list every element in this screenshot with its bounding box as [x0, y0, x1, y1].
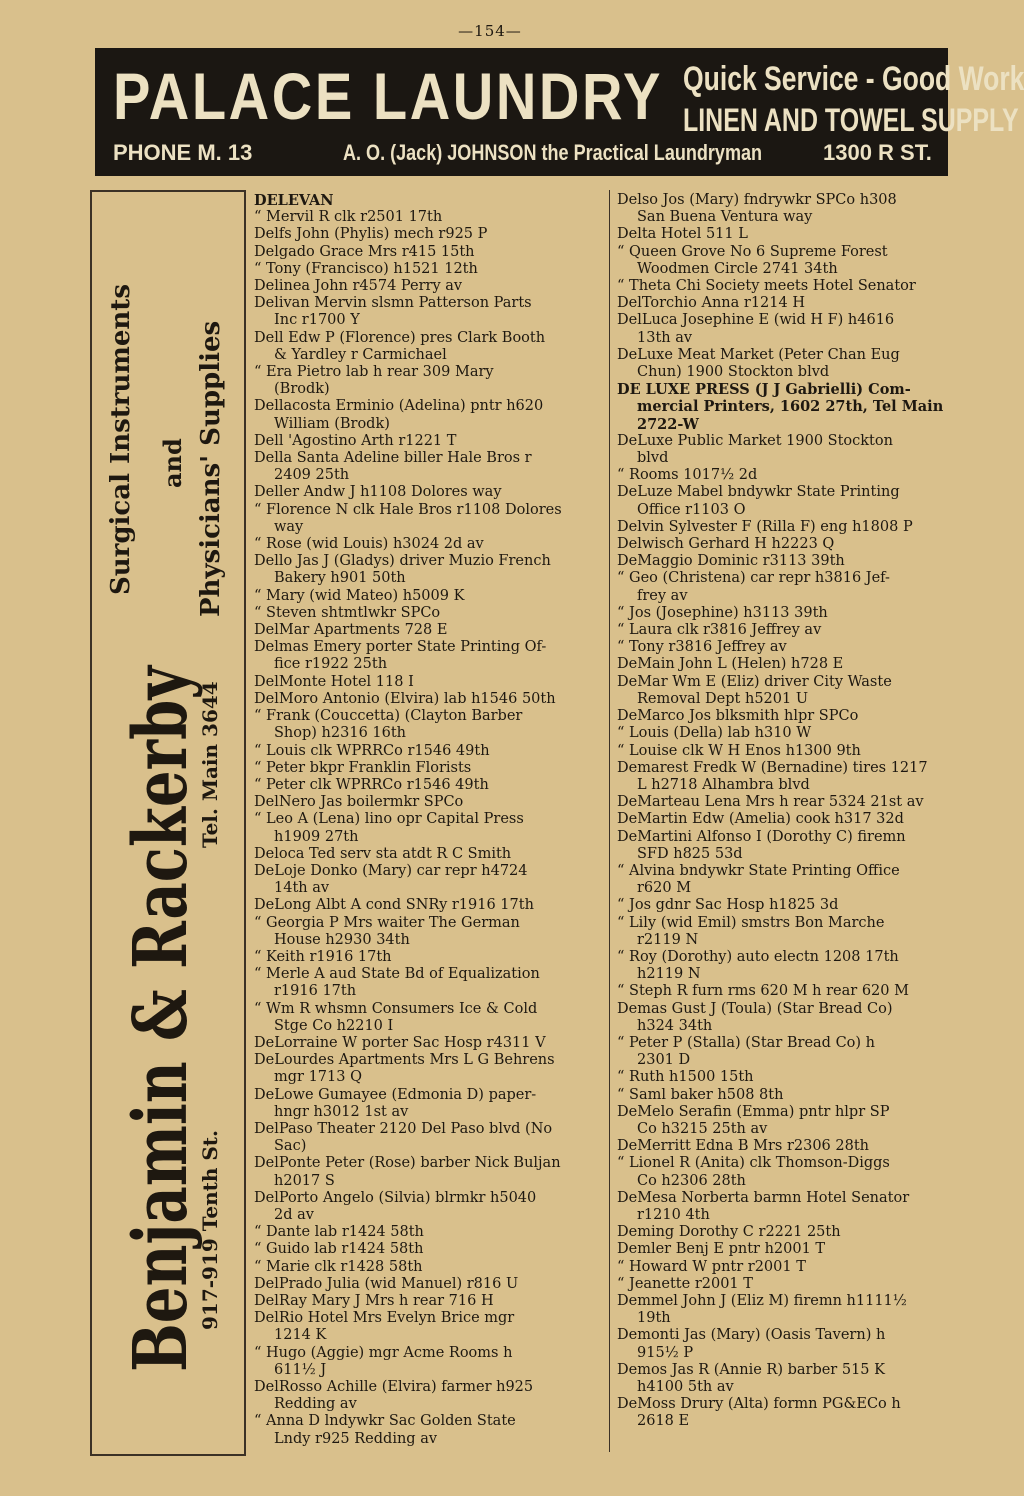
directory-entry-line: “ Guido lab r1424 58th: [254, 1241, 424, 1258]
directory-entry-line: Co h2306 28th: [637, 1172, 746, 1189]
directory-entry-line: DeLong Albt A cond SNRy r1916 17th: [254, 897, 534, 914]
directory-entry-line: 2d av: [274, 1206, 314, 1223]
directory-entry-line: DelMoro Antonio (Elvira) lab h1546 50th: [254, 690, 556, 707]
directory-entry-line: DeLoje Donko (Mary) car repr h4724: [254, 862, 528, 879]
directory-entry-line: DeMoss Drury (Alta) formn PG&ECo h: [617, 1396, 901, 1413]
directory-entry-line: (Brodk): [274, 381, 330, 398]
directory-entry-line: Stge Co h2210 I: [274, 1017, 394, 1034]
directory-entry-line: way: [274, 518, 304, 535]
directory-entry-line: r2119 N: [637, 931, 699, 948]
directory-entry-line: Inc r1700 Y: [274, 312, 360, 329]
directory-entry-line: DeMesa Norberta barmn Hotel Senator: [617, 1189, 910, 1206]
directory-entry-line: “ Mary (wid Mateo) h5009 K: [254, 587, 465, 604]
directory-entry-line: 915½ P: [637, 1344, 694, 1361]
directory-entry-line: “ Leo A (Lena) lino opr Capital Press: [254, 811, 524, 828]
directory-entry-line: “ Rose (wid Louis) h3024 2d av: [254, 536, 484, 553]
directory-entry-line: Delfs John (Phylis) mech r925 P: [254, 226, 488, 243]
directory-entry-line: Demmel John J (Eliz M) firemn h1111½: [617, 1293, 907, 1309]
directory-entry-line: DeLuxe Meat Market (Peter Chan Eug: [617, 346, 900, 363]
directory-entry-line: “ Georgia P Mrs waiter The German: [254, 914, 520, 931]
directory-entry-line: DeMar Wm E (Eliz) driver City Waste: [617, 673, 892, 690]
directory-entry-line: “ Florence N clk Hale Bros r1108 Dolores: [254, 501, 562, 518]
directory-entry-line: Delivan Mervin slsmn Patterson Parts: [254, 295, 532, 312]
page-number: —154—: [458, 22, 522, 40]
directory-entry-line: Della Santa Adeline biller Hale Bros r: [254, 450, 532, 467]
directory-entry-line: Delgado Grace Mrs r415 15th: [254, 243, 475, 260]
banner-address: 1300 R ST.: [823, 140, 932, 165]
directory-entry-line: frey av: [637, 587, 688, 604]
directory-entry-line: “ Dante lab r1424 58th: [254, 1224, 424, 1241]
side-ad-name: Benjamin & Rackerby: [118, 666, 204, 1372]
side-ad-physicians: Physicians' Supplies: [196, 320, 226, 617]
directory-entry-line: DeMartin Edw (Amelia) cook h317 32d: [617, 811, 904, 828]
directory-entry-line: 2722-W: [637, 415, 699, 433]
directory-entry-line: “ Era Pietro lab h rear 309 Mary: [254, 364, 494, 381]
directory-entry-line: “ Keith r1916 17th: [254, 948, 392, 965]
directory-entry-line: “ Anna D lndywkr Sac Golden State: [254, 1413, 516, 1430]
directory-entry-line: h2017 S: [274, 1172, 335, 1189]
directory-entry-line: Deller Andw J h1108 Dolores way: [254, 484, 502, 501]
banner-tagline-service: Quick Service - Good Work: [683, 60, 1024, 98]
directory-entry-line: Delta Hotel 511 L: [617, 226, 748, 243]
directory-entry-line: “ Alvina bndywkr State Printing Office: [617, 862, 900, 879]
directory-entry-line: “ Saml baker h508 8th: [617, 1086, 784, 1103]
directory-entry-line: h324 34th: [637, 1017, 713, 1034]
directory-entry-line: “ Frank (Couccetta) (Clayton Barber: [254, 708, 523, 725]
directory-entry-line: “ Laura clk r3816 Jeffrey av: [617, 622, 822, 639]
directory-entry-line: Demos Jas R (Annie R) barber 515 K: [617, 1361, 885, 1378]
directory-entry-line: “ Tony (Francisco) h1521 12th: [254, 260, 478, 277]
laundry-ad-banner: [95, 48, 1024, 176]
directory-entry-line: 2301 D: [637, 1052, 691, 1069]
directory-entry-line: “ Lily (wid Emil) smstrs Bon Marche: [617, 914, 885, 931]
directory-entry-line: DelTorchio Anna r1214 H: [617, 295, 805, 312]
directory-column-right: [617, 192, 957, 1431]
directory-entry-line: “ Lionel R (Anita) clk Thomson-Diggs: [617, 1155, 890, 1172]
directory-entry-line: Demonti Jas (Mary) (Oasis Tavern) h: [617, 1327, 886, 1344]
directory-entry-line: DelRosso Achille (Elvira) farmer h925: [254, 1379, 534, 1396]
directory-entry-line: Bakery h901 50th: [274, 570, 406, 587]
directory-entry-line: DelLuca Josephine E (wid H F) h4616: [617, 312, 895, 329]
banner-title: PALACE LAUNDRY: [113, 59, 663, 133]
directory-entry-line: “ Merle A aud State Bd of Equalization: [254, 966, 540, 983]
directory-entry-line: Delinea John r4574 Perry av: [254, 278, 463, 295]
directory-entry-line: “ Roy (Dorothy) auto electn 1208 17th: [617, 948, 899, 965]
directory-entry-line: r620 M: [637, 880, 692, 897]
directory-entry-line: “ Louise clk W H Enos h1300 9th: [617, 742, 861, 759]
banner-phone: PHONE M. 13: [113, 140, 253, 165]
directory-entry-line: Sac): [274, 1138, 307, 1155]
directory-entry-line: fice r1922 25th: [274, 656, 388, 673]
directory-entry-line: h4100 5th av: [637, 1379, 734, 1396]
directory-entry-line: “ Louis clk WPRRCo r1546 49th: [254, 742, 490, 759]
directory-entry-line: DELEVAN: [254, 192, 334, 209]
directory-entry-line: DelRay Mary J Mrs h rear 716 H: [254, 1293, 494, 1309]
directory-entry-line: 19th: [637, 1310, 671, 1327]
directory-entry-line: blvd: [637, 450, 669, 467]
directory-entry-line: r1916 17th: [274, 983, 357, 1000]
side-ad-and: and: [158, 438, 187, 488]
directory-entry-line: “ Rooms 1017½ 2d: [617, 467, 758, 484]
directory-entry-line: DelPorto Angelo (Silvia) blrmkr h5040: [254, 1189, 537, 1206]
directory-entry-line: “ Geo (Christena) car repr h3816 Jef-: [617, 570, 890, 587]
directory-entry-line: 13th av: [637, 329, 693, 346]
banner-proprietor: A. O. (Jack) JOHNSON the Practical Laundryman: [343, 140, 763, 165]
directory-entry-line: Office r1103 O: [637, 501, 746, 518]
directory-entry-line: h2119 N: [637, 966, 701, 983]
directory-entry-line: William (Brodk): [274, 415, 390, 432]
directory-entry-line: “ Peter P (Stalla) (Star Bread Co) h: [617, 1034, 876, 1051]
column-divider: [609, 190, 610, 1452]
directory-entry-line: Dello Jas J (Gladys) driver Muzio French: [254, 553, 551, 570]
directory-entry-line: DeLuze Mabel bndywkr State Printing: [617, 484, 900, 501]
directory-entry-line: DeLuxe Public Market 1900 Stockton: [617, 432, 893, 449]
directory-entry-line: Woodmen Circle 2741 34th: [637, 260, 838, 277]
directory-entry-line: DeMelo Serafin (Emma) pntr hlpr SP: [617, 1103, 890, 1120]
directory-entry-line: L h2718 Alhambra blvd: [637, 776, 810, 793]
directory-entry-line: Delso Jos (Mary) fndrywkr SPCo h308: [617, 192, 897, 208]
directory-entry-line: 611½ J: [274, 1361, 327, 1378]
directory-entry-line: 14th av: [274, 880, 330, 897]
directory-entry-line: Co h3215 25th av: [637, 1120, 768, 1137]
directory-entry-line: House h2930 34th: [274, 931, 410, 948]
directory-entry-line: DeMaggio Dominic r3113 39th: [617, 553, 845, 570]
directory-entry-line: DeMerritt Edna B Mrs r2306 28th: [617, 1138, 870, 1155]
directory-entry-line: Lndy r925 Redding av: [274, 1430, 438, 1447]
directory-entry-line: Chun) 1900 Stockton blvd: [637, 364, 830, 381]
directory-entry-line: Demarest Fredk W (Bernadine) tires 1217: [617, 759, 928, 776]
directory-entry-line: 1214 K: [274, 1327, 327, 1344]
side-ad-tel: Tel. Main 3644: [198, 681, 222, 848]
directory-entry-line: “ Marie clk r1428 58th: [254, 1258, 423, 1275]
directory-entry-line: Dell Edw P (Florence) pres Clark Booth: [254, 329, 546, 346]
directory-entry-line: “ Tony r3816 Jeffrey av: [617, 639, 787, 656]
directory-entry-line: h1909 27th: [274, 828, 359, 845]
directory-entry-line: Deloca Ted serv sta atdt R C Smith: [254, 845, 512, 862]
directory-entry-line: “ Steven shtmtlwkr SPCo: [254, 604, 441, 621]
banner-tagline-linen: LINEN AND TOWEL SUPPLY: [683, 102, 1019, 138]
directory-entry-line: Removal Dept h5201 U: [637, 690, 809, 707]
directory-entry-line: “ Jos gdnr Sac Hosp h1825 3d: [617, 897, 839, 914]
directory-entry-line: “ Peter clk WPRRCo r1546 49th: [254, 776, 489, 793]
directory-entry-line: Delvin Sylvester F (Rilla F) eng h1808 P: [617, 518, 913, 535]
directory-entry-line: DeMain John L (Helen) h728 E: [617, 656, 844, 673]
directory-entry-line: 2409 25th: [274, 467, 350, 484]
directory-entry-line: Dell 'Agostino Arth r1221 T: [254, 432, 457, 449]
directory-entry-line: DeMartini Alfonso I (Dorothy C) firemn: [617, 828, 906, 845]
directory-entry-line: DeLowe Gumayee (Edmonia D) paper-: [254, 1086, 537, 1103]
directory-entry-line: DelNero Jas boilermkr SPCo: [254, 794, 464, 811]
directory-entry-line: DE LUXE PRESS (J J Gabrielli) Com-: [617, 381, 911, 399]
directory-entry-line: Demas Gust J (Toula) (Star Bread Co): [617, 1000, 893, 1017]
directory-entry-line: DeMarteau Lena Mrs h rear 5324 21st av: [617, 794, 924, 811]
directory-entry-line: “ Queen Grove No 6 Supreme Forest: [617, 243, 888, 260]
directory-entry-line: “ Theta Chi Society meets Hotel Senator: [617, 278, 916, 295]
directory-entry-line: DelRio Hotel Mrs Evelyn Brice mgr: [254, 1310, 515, 1327]
directory-entry-line: “ Jos (Josephine) h3113 39th: [617, 604, 828, 621]
directory-entry-line: Dellacosta Erminio (Adelina) pntr h620: [254, 398, 544, 415]
side-ad-address: 917-919 Tenth St.: [198, 1130, 222, 1330]
directory-entry-line: mgr 1713 Q: [274, 1069, 362, 1086]
directory-entry-line: Deming Dorothy C r2221 25th: [617, 1224, 841, 1241]
directory-entry-line: “ Mervil R clk r2501 17th: [254, 209, 443, 226]
directory-entry-line: DelMar Apartments 728 E: [254, 622, 448, 639]
directory-entry-line: r1210 4th: [637, 1206, 710, 1223]
directory-entry-line: & Yardley r Carmichael: [274, 346, 447, 363]
directory-entry-line: DelMonte Hotel 118 I: [254, 673, 414, 690]
directory-entry-line: San Buena Ventura way: [637, 209, 813, 226]
directory-entry-line: hngr h3012 1st av: [274, 1103, 409, 1120]
directory-entry-line: Demler Benj E pntr h2001 T: [617, 1241, 826, 1258]
directory-entry-line: DelPrado Julia (wid Manuel) r816 U: [254, 1275, 519, 1292]
directory-entry-line: Shop) h2316 16th: [274, 725, 407, 742]
directory-entry-line: DelPonte Peter (Rose) barber Nick Buljan: [254, 1155, 561, 1172]
directory-entry-line: DeLourdes Apartments Mrs L G Behrens: [254, 1052, 555, 1069]
directory-entry-line: “ Hugo (Aggie) mgr Acme Rooms h: [254, 1344, 513, 1361]
directory-entry-line: 2618 E: [637, 1413, 690, 1430]
directory-entry-line: “ Wm R whsmn Consumers Ice & Cold: [254, 1000, 538, 1017]
directory-entry-line: “ Peter bkpr Franklin Florists: [254, 759, 472, 776]
directory-entry-line: SFD h825 53d: [637, 845, 743, 862]
directory-entry-line: mercial Printers, 1602 27th, Tel Main: [637, 398, 944, 416]
directory-entry-line: “ Jeanette r2001 T: [617, 1275, 753, 1292]
directory-entry-line: DelPaso Theater 2120 Del Paso blvd (No: [254, 1120, 553, 1137]
directory-entry-line: “ Howard W pntr r2001 T: [617, 1258, 806, 1275]
directory-entry-line: DeLorraine W porter Sac Hosp r4311 V: [254, 1034, 546, 1051]
directory-entry-line: “ Ruth h1500 15th: [617, 1069, 754, 1086]
directory-entry-line: Redding av: [274, 1396, 357, 1413]
directory-entry-line: DeMarco Jos blksmith hlpr SPCo: [617, 708, 859, 725]
directory-column-left: [254, 192, 604, 1448]
directory-entry-line: Delmas Emery porter State Printing Of-: [254, 639, 547, 656]
directory-entry-line: Delwisch Gerhard H h2223 Q: [617, 536, 835, 553]
side-ad-surgical: Surgical Instruments: [106, 284, 136, 595]
directory-entry-line: “ Steph R furn rms 620 M h rear 620 M: [617, 983, 909, 1000]
directory-entry-line: “ Louis (Della) lab h310 W: [617, 725, 812, 742]
